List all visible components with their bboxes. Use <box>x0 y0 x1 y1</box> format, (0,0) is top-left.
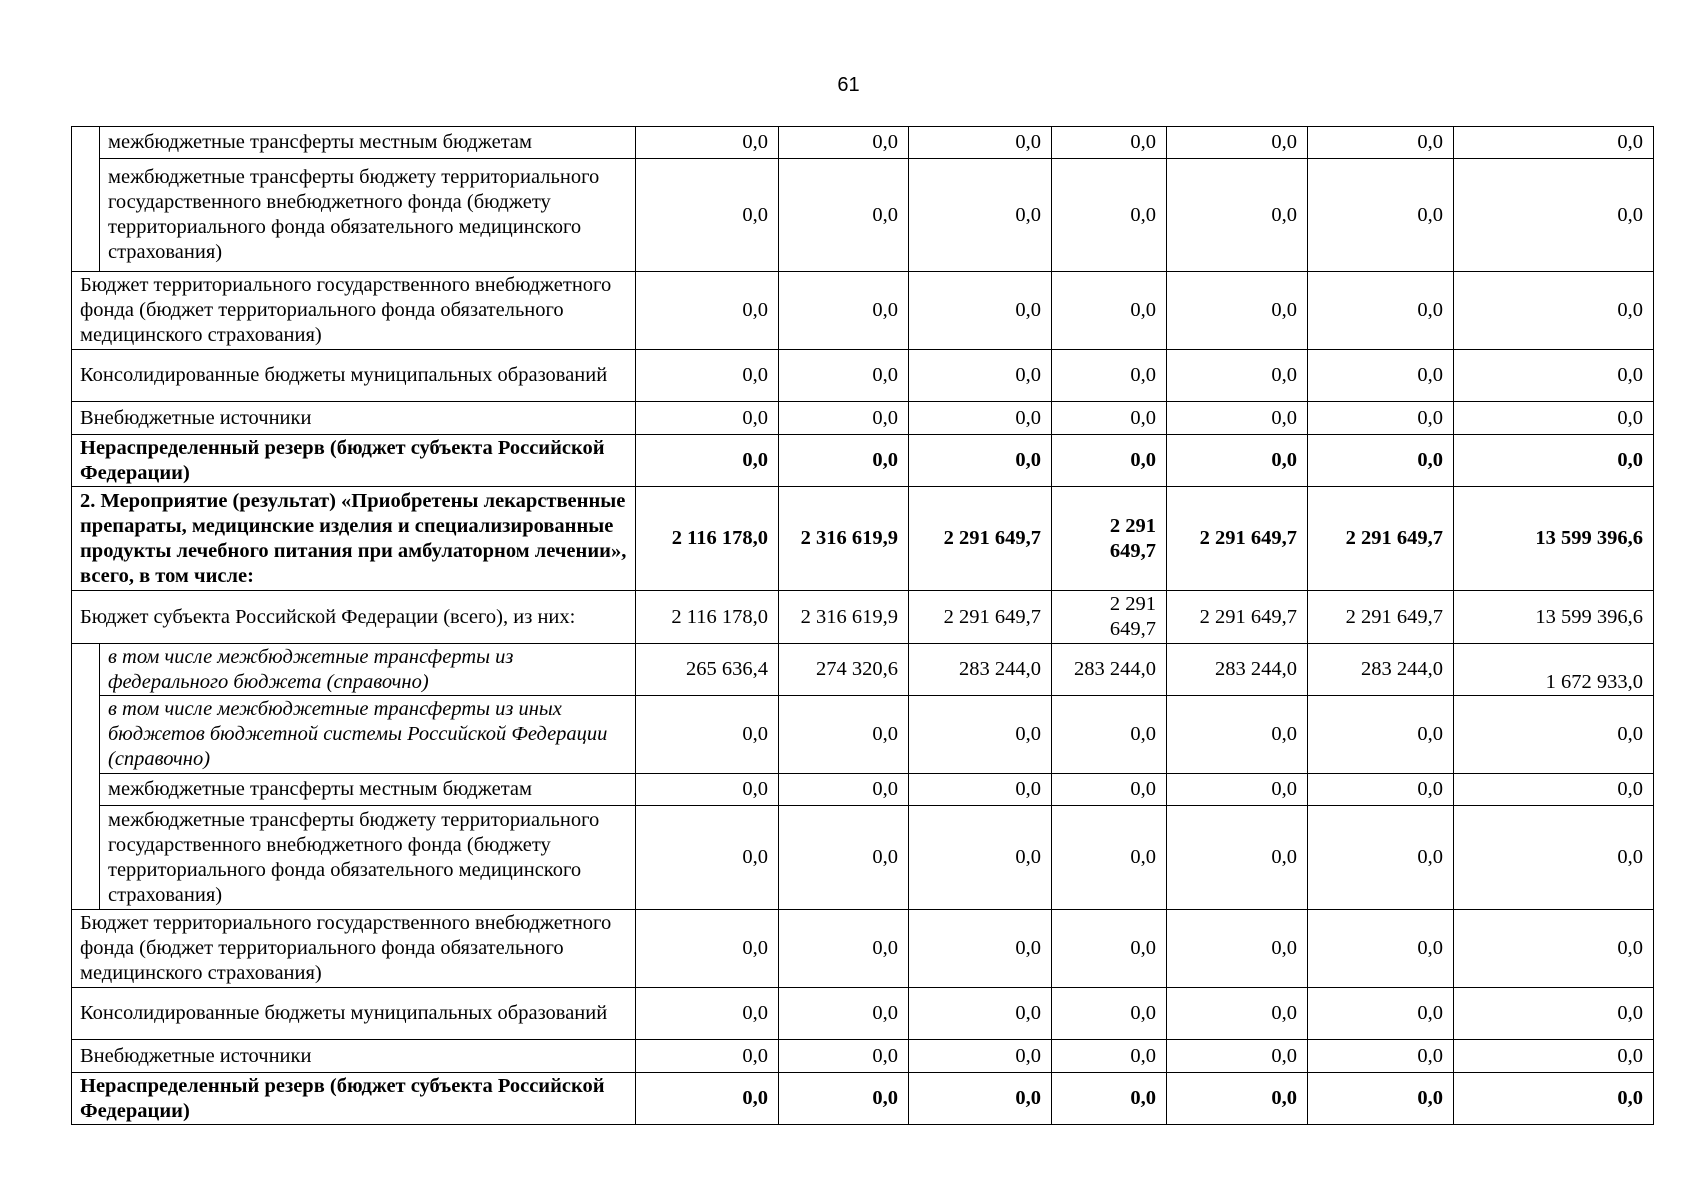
value-cell: 0,0 <box>779 272 909 350</box>
value-cell: 0,0 <box>1167 1040 1308 1073</box>
value-cell: 0,0 <box>636 159 779 272</box>
table-row <box>72 988 1654 1040</box>
value-cell: 0,0 <box>1052 696 1167 774</box>
value-cell: 13 599 396,6 <box>1454 591 1654 644</box>
value-cell: 0,0 <box>909 806 1052 910</box>
indent-cell <box>72 127 100 159</box>
row-label: межбюджетные трансферты бюджету территориального государственного внебюджетного фонда (бюджету территориального фонда обязательного медицинского страхования) <box>100 159 636 272</box>
indent-cell <box>72 696 100 774</box>
row-label: в том числе межбюджетные трансферты из иных бюджетов бюджетной системы Российской Федерации (справочно) <box>100 696 636 774</box>
table-row <box>72 591 1654 644</box>
value-cell: 2 291 649,7 <box>909 591 1052 644</box>
value-cell: 0,0 <box>909 435 1052 487</box>
value-cell: 2 291 649,7 <box>1052 591 1167 644</box>
value-cell: 0,0 <box>1454 696 1654 774</box>
value-cell: 0,0 <box>779 1073 909 1125</box>
table-row <box>72 1040 1654 1073</box>
value-cell: 2 291 649,7 <box>909 487 1052 591</box>
value-cell: 0,0 <box>1052 1040 1167 1073</box>
value-cell: 0,0 <box>1454 988 1654 1040</box>
value-cell: 0,0 <box>1454 1040 1654 1073</box>
value-cell: 0,0 <box>1454 127 1654 159</box>
table-row <box>72 487 1654 591</box>
value-cell: 0,0 <box>1454 806 1654 910</box>
value-cell: 0,0 <box>1052 272 1167 350</box>
value-cell: 2 291 649,7 <box>1308 591 1454 644</box>
value-cell: 0,0 <box>1052 774 1167 806</box>
value-cell: 0,0 <box>636 1073 779 1125</box>
value-cell: 0,0 <box>636 1040 779 1073</box>
indent-cell <box>72 806 100 910</box>
table-row <box>72 1073 1654 1125</box>
row-label: Консолидированные бюджеты муниципальных образований <box>72 988 636 1040</box>
value-cell: 0,0 <box>1454 774 1654 806</box>
value-cell: 283 244,0 <box>1167 644 1308 696</box>
value-cell: 0,0 <box>1167 774 1308 806</box>
table-row <box>72 696 1654 774</box>
value-cell: 0,0 <box>1052 435 1167 487</box>
value-cell: 0,0 <box>1308 159 1454 272</box>
value-cell: 13 599 396,6 <box>1454 487 1654 591</box>
row-label: межбюджетные трансферты бюджету территориального государственного внебюджетного фонда (бюджету территориального фонда обязательного медицинского страхования) <box>100 806 636 910</box>
value-cell: 0,0 <box>1308 806 1454 910</box>
row-label: Бюджет субъекта Российской Федерации (всего), из них: <box>72 591 636 644</box>
value-cell: 0,0 <box>1308 988 1454 1040</box>
table-row <box>72 644 1654 696</box>
value-cell: 0,0 <box>1052 988 1167 1040</box>
value-cell: 0,0 <box>636 127 779 159</box>
row-label: 2. Мероприятие (результат) «Приобретены лекарственные препараты, медицинские изделия и специализированные продукты лечебного питания при амбулаторном лечении», всего, в том числе: <box>72 487 636 591</box>
value-cell: 0,0 <box>1308 1040 1454 1073</box>
value-cell: 0,0 <box>1308 774 1454 806</box>
value-cell: 2 316 619,9 <box>779 487 909 591</box>
value-cell: 0,0 <box>909 350 1052 402</box>
value-cell: 0,0 <box>1052 159 1167 272</box>
value-cell: 0,0 <box>636 435 779 487</box>
value-cell: 0,0 <box>909 1073 1052 1125</box>
value-cell: 0,0 <box>909 159 1052 272</box>
value-cell: 2 291 649,7 <box>1308 487 1454 591</box>
value-cell: 1 672 933,0 <box>1454 644 1654 696</box>
value-cell: 0,0 <box>1454 159 1654 272</box>
value-cell: 2 291 649,7 <box>1167 591 1308 644</box>
value-cell: 0,0 <box>1167 988 1308 1040</box>
value-cell: 0,0 <box>1167 272 1308 350</box>
value-cell: 0,0 <box>1454 910 1654 988</box>
value-cell: 0,0 <box>1308 350 1454 402</box>
value-cell: 0,0 <box>909 402 1052 435</box>
value-cell: 2 291 649,7 <box>1052 487 1167 591</box>
value-cell: 0,0 <box>1167 910 1308 988</box>
value-cell: 0,0 <box>779 435 909 487</box>
value-cell: 0,0 <box>909 774 1052 806</box>
value-cell: 0,0 <box>1167 435 1308 487</box>
table-body <box>72 127 1654 1125</box>
value-cell: 0,0 <box>1454 350 1654 402</box>
row-label: Внебюджетные источники <box>72 402 636 435</box>
row-label: Бюджет территориального государственного внебюджетного фонда (бюджет территориального фонда обязательного медицинского страхования) <box>72 272 636 350</box>
value-cell: 283 244,0 <box>1308 644 1454 696</box>
value-cell: 0,0 <box>1052 127 1167 159</box>
value-cell: 0,0 <box>909 696 1052 774</box>
value-cell: 0,0 <box>1308 435 1454 487</box>
row-label: Нераспределенный резерв (бюджет субъекта Российской Федерации) <box>72 1073 636 1125</box>
table-row <box>72 402 1654 435</box>
table-row <box>72 127 1654 159</box>
value-cell: 0,0 <box>1308 696 1454 774</box>
row-label: межбюджетные трансферты местным бюджетам <box>100 774 636 806</box>
value-cell: 2 316 619,9 <box>779 591 909 644</box>
value-cell: 283 244,0 <box>1052 644 1167 696</box>
value-cell: 0,0 <box>636 402 779 435</box>
row-label: Консолидированные бюджеты муниципальных образований <box>72 350 636 402</box>
value-cell: 0,0 <box>1308 1073 1454 1125</box>
value-cell: 0,0 <box>1308 127 1454 159</box>
value-cell: 0,0 <box>909 272 1052 350</box>
value-cell: 0,0 <box>1454 1073 1654 1125</box>
value-cell: 2 116 178,0 <box>636 487 779 591</box>
value-cell: 0,0 <box>1308 402 1454 435</box>
indent-cell <box>72 774 100 806</box>
table-row <box>72 159 1654 272</box>
row-label: межбюджетные трансферты местным бюджетам <box>100 127 636 159</box>
value-cell: 0,0 <box>909 127 1052 159</box>
value-cell: 0,0 <box>1167 402 1308 435</box>
value-cell: 0,0 <box>779 159 909 272</box>
table-row <box>72 350 1654 402</box>
table-row <box>72 272 1654 350</box>
value-cell: 0,0 <box>779 774 909 806</box>
value-cell: 0,0 <box>1308 272 1454 350</box>
value-cell: 0,0 <box>1454 272 1654 350</box>
value-cell: 0,0 <box>779 910 909 988</box>
value-cell: 0,0 <box>1052 350 1167 402</box>
value-cell: 0,0 <box>1167 127 1308 159</box>
value-cell: 0,0 <box>636 988 779 1040</box>
value-cell: 0,0 <box>909 988 1052 1040</box>
value-cell: 0,0 <box>636 350 779 402</box>
value-cell: 0,0 <box>1052 806 1167 910</box>
value-cell: 0,0 <box>1052 910 1167 988</box>
table-row <box>72 910 1654 988</box>
value-cell: 283 244,0 <box>909 644 1052 696</box>
value-cell: 0,0 <box>779 402 909 435</box>
value-cell: 0,0 <box>1167 1073 1308 1125</box>
row-label: в том числе межбюджетные трансферты из федерального бюджета (справочно) <box>100 644 636 696</box>
value-cell: 2 116 178,0 <box>636 591 779 644</box>
row-label: Бюджет территориального государственного внебюджетного фонда (бюджет территориального фонда обязательного медицинского страхования) <box>72 910 636 988</box>
value-cell: 0,0 <box>636 806 779 910</box>
value-cell: 0,0 <box>636 910 779 988</box>
value-cell: 0,0 <box>779 696 909 774</box>
value-cell: 0,0 <box>779 127 909 159</box>
value-cell: 0,0 <box>779 1040 909 1073</box>
value-cell: 0,0 <box>1167 806 1308 910</box>
value-cell: 0,0 <box>1454 402 1654 435</box>
table-row <box>72 806 1654 910</box>
row-label: Внебюджетные источники <box>72 1040 636 1073</box>
value-cell: 0,0 <box>779 350 909 402</box>
value-cell: 274 320,6 <box>779 644 909 696</box>
value-cell: 0,0 <box>636 774 779 806</box>
value-cell: 0,0 <box>1167 696 1308 774</box>
value-cell: 0,0 <box>909 1040 1052 1073</box>
budget-table <box>71 126 1654 1125</box>
value-cell: 0,0 <box>1167 159 1308 272</box>
row-label: Нераспределенный резерв (бюджет субъекта Российской Федерации) <box>72 435 636 487</box>
value-cell: 0,0 <box>1167 350 1308 402</box>
value-cell: 0,0 <box>779 988 909 1040</box>
table-row <box>72 435 1654 487</box>
value-cell: 0,0 <box>636 272 779 350</box>
indent-cell <box>72 159 100 272</box>
value-cell: 0,0 <box>909 910 1052 988</box>
value-cell: 0,0 <box>1308 910 1454 988</box>
value-cell: 0,0 <box>1052 402 1167 435</box>
value-cell: 0,0 <box>1052 1073 1167 1125</box>
indent-cell <box>72 644 100 696</box>
value-cell: 2 291 649,7 <box>1167 487 1308 591</box>
page-number: 61 <box>837 74 860 96</box>
value-cell: 0,0 <box>1454 435 1654 487</box>
value-cell: 265 636,4 <box>636 644 779 696</box>
value-cell: 0,0 <box>779 806 909 910</box>
table-row <box>72 774 1654 806</box>
value-cell: 0,0 <box>636 696 779 774</box>
